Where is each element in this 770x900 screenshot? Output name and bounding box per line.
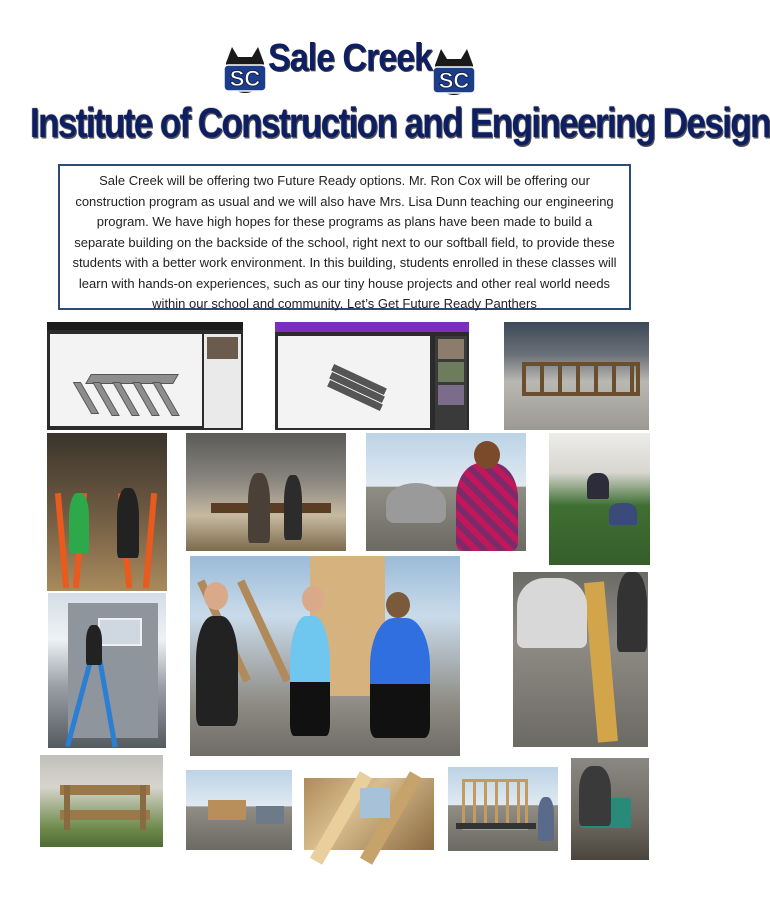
student-on-blue-ladder xyxy=(48,593,166,748)
trailer-in-lot xyxy=(186,770,292,850)
school-name: Sale Creek xyxy=(268,36,432,80)
student-measuring-lumber xyxy=(513,572,648,747)
logo-monogram-left: SC xyxy=(229,66,261,91)
students-at-workbench xyxy=(186,433,346,551)
cad-screenshot-floor xyxy=(275,322,469,430)
intro-text-box xyxy=(58,164,631,310)
tiny-house-on-trailer xyxy=(448,767,558,851)
logo-monogram-right: SC xyxy=(438,68,470,93)
student-at-saw xyxy=(571,758,649,860)
intro-paragraph: Sale Creek will be offering two Future Ready options. Mr. Ron Cox will be offering our construction program as usual and we will also have Mrs. Lisa Dunn teaching our engineering program. We have high hopes for these programs as plans have been made to build a separate building on the backside of the school, right next to our softball field, to provide these students with a better work environment. In this building, students enrolled in these classes will learn with hands-on experiences, such as our tiny house projects and other real world needs within our school and community. Let’s Get Future Ready Panthers xyxy=(72,173,617,311)
students-on-ladders xyxy=(47,433,167,591)
floor-frame-in-gym xyxy=(504,322,649,430)
cad-screenshot-frame xyxy=(47,322,243,430)
wood-framing-closeup xyxy=(304,778,434,850)
program-title: Institute of Construction and Engineering Design xyxy=(30,100,770,147)
students-at-tiny-house xyxy=(190,556,460,756)
workbench-outdoors xyxy=(40,755,163,847)
students-on-turf xyxy=(549,433,650,565)
student-using-miter-saw xyxy=(366,433,526,551)
